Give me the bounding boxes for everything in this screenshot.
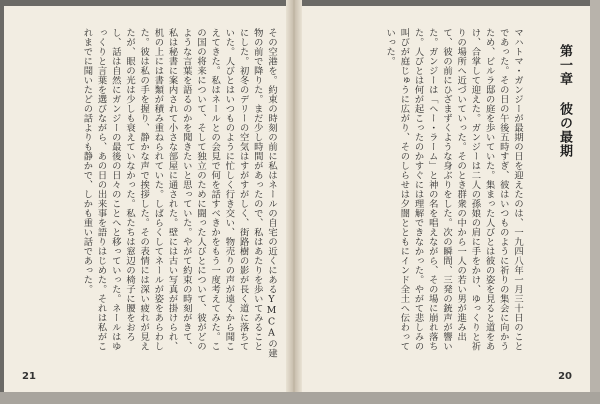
right-page — [296, 6, 592, 392]
left-page-body-text: その空港を。約束の時刻の前に私はネールの自宅の近くにあるYMCAの建物の前で降りた。まだ少し時間があったので、私はあたりを歩いてみることにした。初冬のデリーの空気はすがすがしく、街路樹の影が長く道に落ちていた。人びとはいつものように忙しく行き交い、物売りの声が遠くから聞こえてきた。私はネールとの会見で何を話すべきかをもう一度考えてみた。この国の将来について、そして独立のために闘った人びとについて、彼がどのような言葉を語るのかを聞きたいと思っていた。やがて約束の時刻がきて、私は秘書に案内されて小さな部屋に通された。壁には古い写真が掛けられ、机の上には書類が積み重ねられていた。しばらくしてネールが姿をあらわした。彼は私の手を握り、静かな声で挨拶した。その表情には深い疲れが見えたが、眼の光は少しも衰えていなかった。私たちは窓辺の椅子に腰をおろし、話は自然にガンジーの最後の日々のことへと移っていった。ネールはゆっくりと言葉を選びながら、あの日の出来事を語りはじめた。それは私がこれまでに聞いたどの話よりも静かで、しかも重い話であった。 — [81, 28, 277, 358]
chapter-title: 第一章 彼の最期 — [557, 44, 572, 158]
book-gutter — [286, 0, 302, 404]
left-page — [4, 6, 295, 392]
left-page-number: 21 — [22, 371, 36, 382]
page-edge-bottom — [0, 392, 600, 404]
page-edge-right — [590, 0, 600, 404]
right-page-number: 20 — [558, 371, 572, 382]
right-page-body-text: マハトマ・ガンジーが最期の日を迎えたのは、一九四八年一月三十日のことであった。その日の午後五時すぎ、彼はいつものように祈りの集会に向かうため、ビルラ邸の庭を歩いていた。集まった人びとは彼の姿を見ると道をあけ、合掌して迎えた。ガンジーは二人の孫娘の肩に手をかけ、ゆっくりと祈りの場所へ近づいていった。そのとき群衆の中から一人の若い男が進み出て、彼の前にひざまずくような身ぶりをした。次の瞬間、三発の銃声が響いた。ガンジーは「ヘー・ラーム」と神の名を唱えながら、その場に崩れ落ちた。人びとは何が起こったのかすぐには理解できなかった。やがて悲しみの叫びが庭じゅうに広がり、そのしらせは夕闇とともにインド全土へ伝わっていった。 — [384, 28, 523, 351]
